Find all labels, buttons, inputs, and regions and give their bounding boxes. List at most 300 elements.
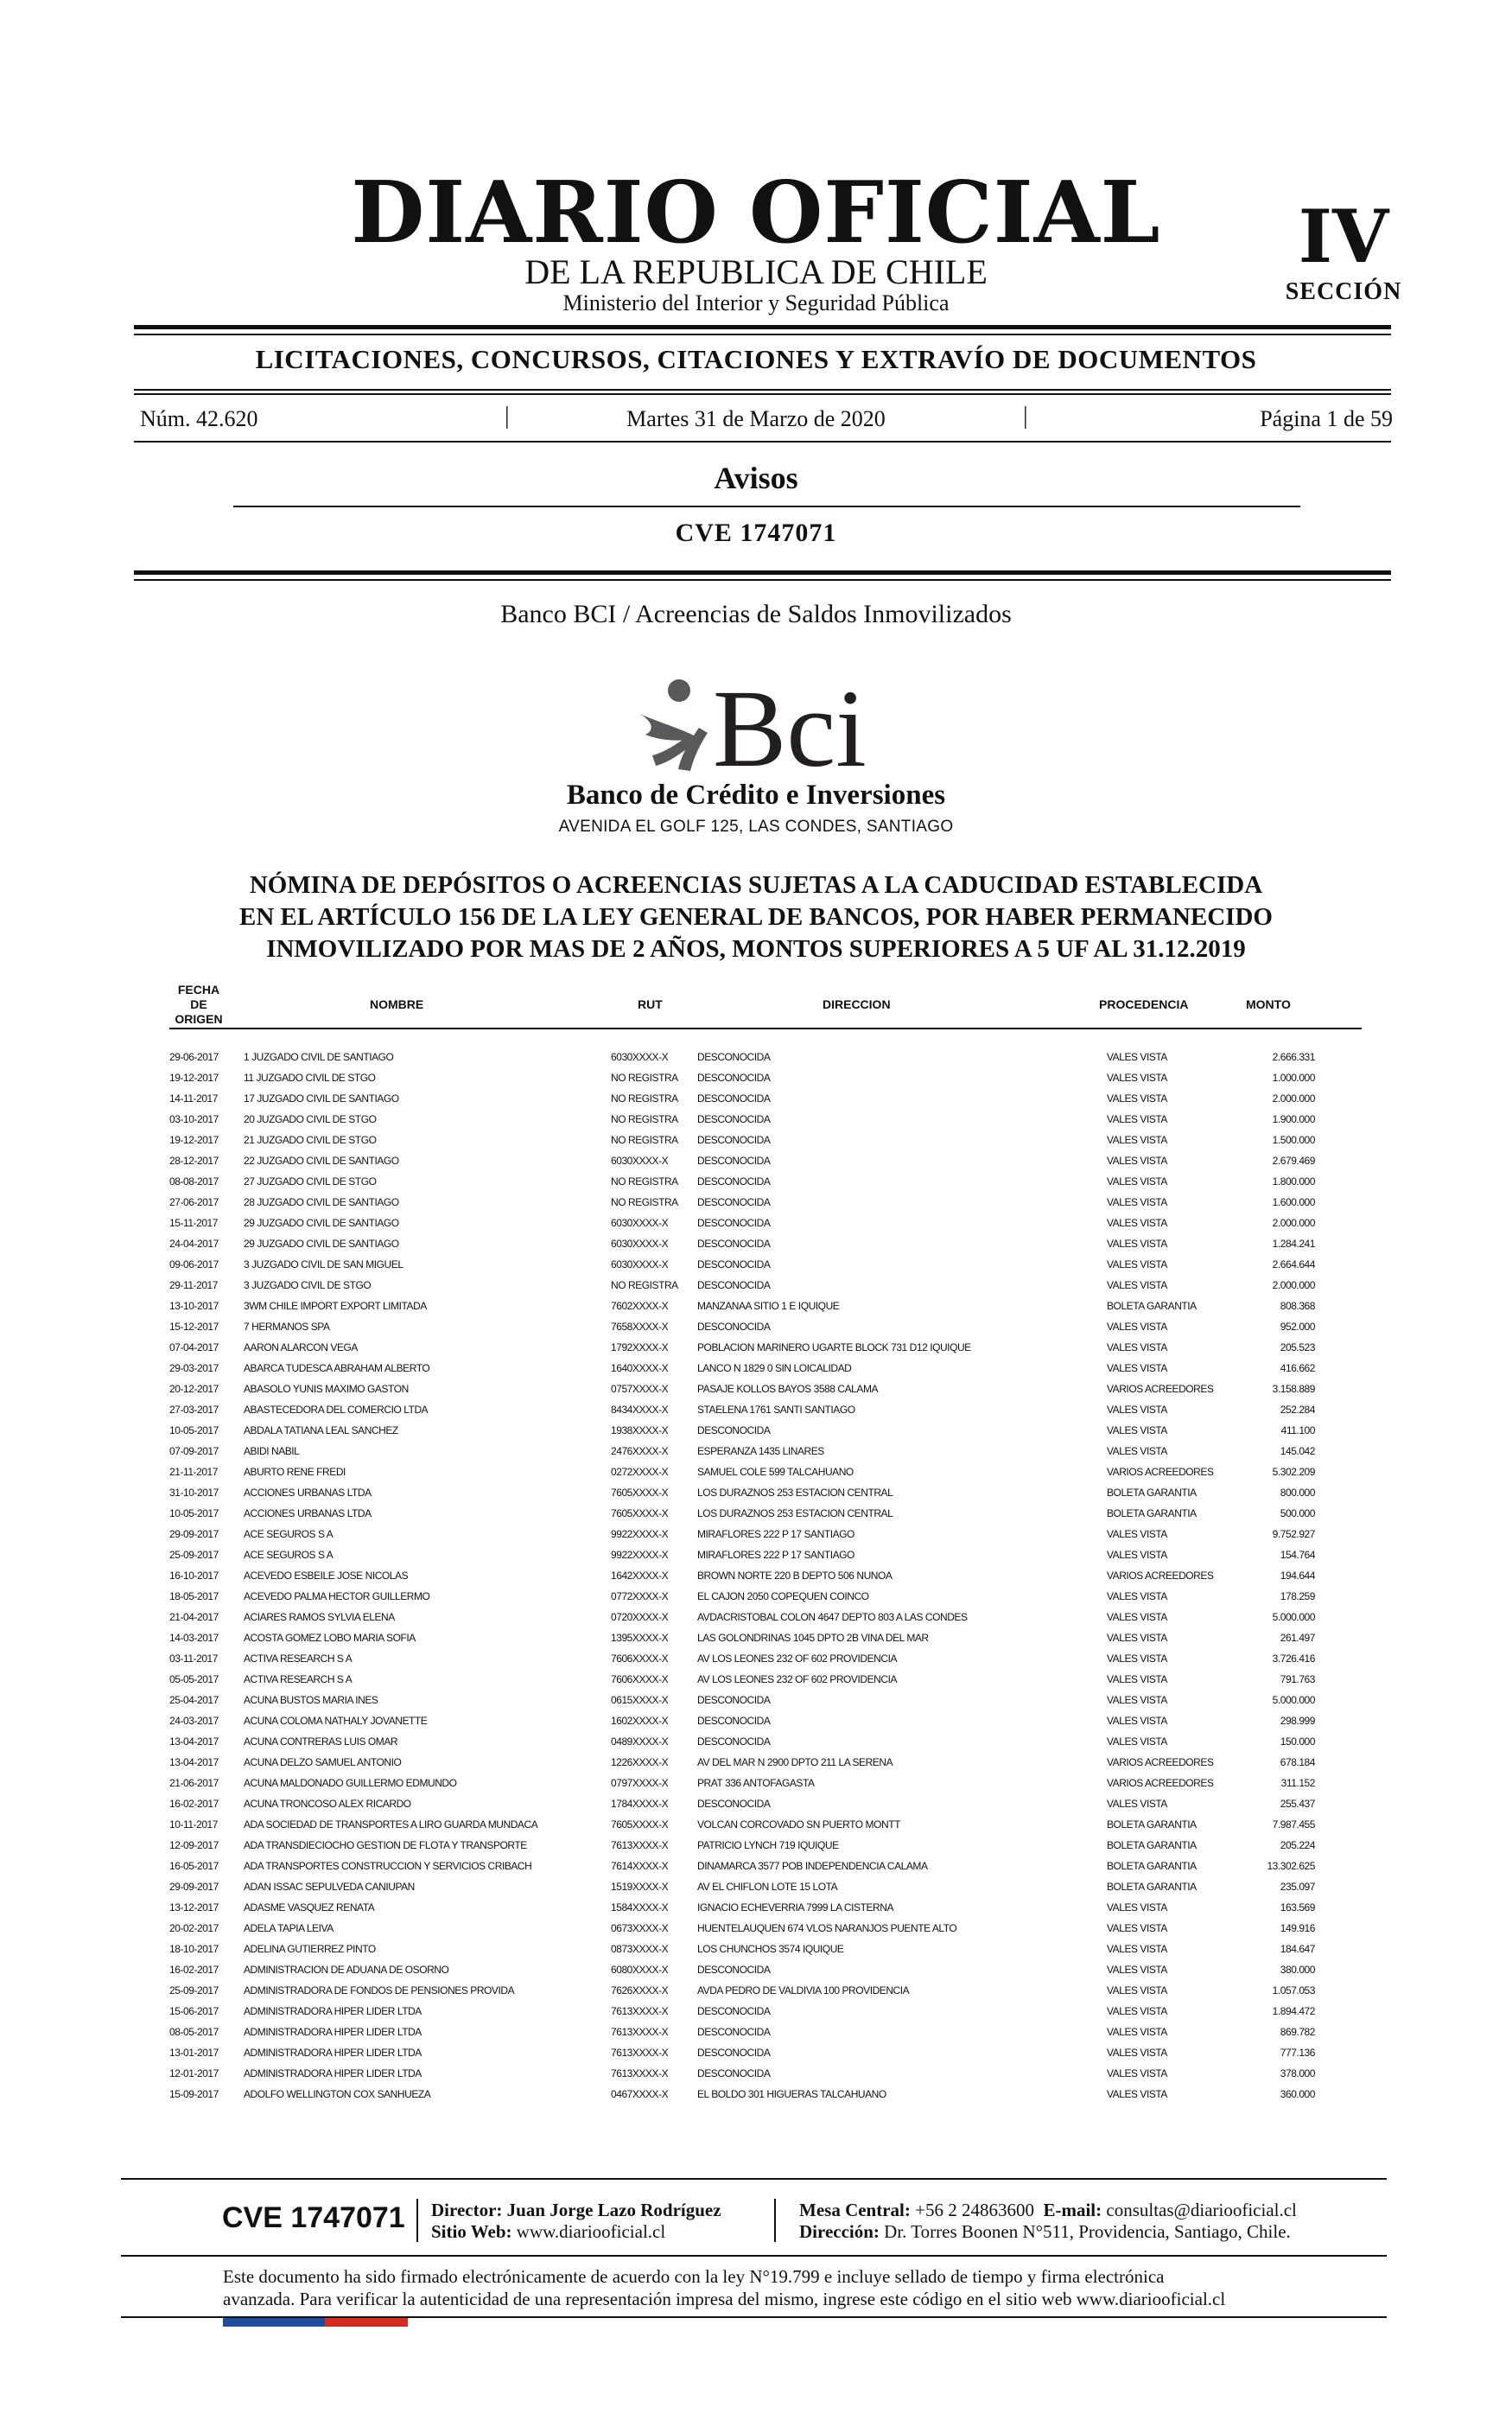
footer-rule-mid [121, 2255, 1387, 2257]
cell-procedencia: VALES VISTA [1107, 2047, 1167, 2059]
cell-fecha: 13-04-2017 [169, 1735, 219, 1748]
cell-nombre: ADAN ISSAC SEPULVEDA CANIUPAN [244, 1881, 415, 1893]
cell-monto: 1.500.000 [1272, 1134, 1315, 1146]
cell-procedencia: VARIOS ACREEDORES [1107, 1570, 1214, 1582]
cell-procedencia: VALES VISTA [1107, 1943, 1167, 1955]
cell-rut: 0772XXXX-X [611, 1590, 669, 1602]
issue-separator: | [505, 403, 510, 430]
cell-direccion: DESCONOCIDA [697, 1238, 771, 1250]
cell-monto: 9.752.927 [1272, 1528, 1315, 1540]
cell-procedencia: BOLETA GARANTIA [1107, 1881, 1197, 1893]
cell-monto: 205.224 [1280, 1839, 1315, 1851]
cell-nombre: 22 JUZGADO CIVIL DE SANTIAGO [244, 1155, 399, 1167]
notice-subject: Banco BCI / Acreencias de Saldos Inmovilizados [500, 600, 1012, 628]
issue-page: Página 1 de 59 [1260, 406, 1393, 431]
cell-direccion: AV LOS LEONES 232 OF 602 PROVIDENCIA [697, 1673, 898, 1685]
cell-direccion: AVDA PEDRO DE VALDIVIA 100 PROVIDENCIA [697, 1984, 910, 1996]
footer-separator [774, 2199, 776, 2242]
cell-fecha: 10-11-2017 [169, 1818, 218, 1831]
heading-line: NÓMINA DE DEPÓSITOS O ACREENCIAS SUJETAS A LA CADUCIDAD ESTABLECIDA [249, 871, 1263, 899]
cell-fecha: 16-05-2017 [169, 1860, 219, 1872]
cell-rut: 1642XXXX-X [611, 1570, 669, 1582]
cell-direccion: DESCONOCIDA [697, 1258, 771, 1270]
address-value: Dr. Torres Boonen N°511, Providencia, Santiago, Chile. [884, 2221, 1291, 2242]
cell-nombre: 3 JUZGADO CIVIL DE SAN MIGUEL [244, 1258, 403, 1270]
cell-direccion: PATRICIO LYNCH 719 IQUIQUE [697, 1839, 839, 1851]
cell-nombre: ADELA TAPIA LEIVA [244, 1922, 334, 1934]
cell-procedencia: VALES VISTA [1107, 1715, 1167, 1727]
email-link[interactable]: consultas@diariooficial.cl [1106, 2200, 1297, 2220]
cell-rut: 6030XXXX-X [611, 1238, 669, 1250]
cell-monto: 808.368 [1280, 1300, 1315, 1312]
masthead-subtitle: DE LA REPUBLICA DE CHILE [524, 252, 988, 291]
cell-fecha: 21-11-2017 [169, 1466, 218, 1478]
cell-monto: 205.523 [1280, 1341, 1315, 1353]
table-header-rule [169, 1028, 1362, 1029]
column-header-monto: MONTO [1246, 997, 1291, 1011]
cell-monto: 2.000.000 [1272, 1279, 1315, 1291]
cell-fecha: 07-09-2017 [169, 1445, 219, 1457]
cell-monto: 5.000.000 [1272, 1694, 1315, 1706]
cell-direccion: EL CAJON 2050 COPEQUEN COINCO [697, 1590, 869, 1602]
cell-monto: 145.042 [1280, 1445, 1315, 1457]
cell-fecha: 08-08-2017 [169, 1175, 219, 1188]
flag-stripe-red [325, 2318, 408, 2327]
cell-nombre: ACUNA TRONCOSO ALEX RICARDO [244, 1798, 411, 1810]
cell-monto: 2.000.000 [1272, 1217, 1315, 1229]
table-row [169, 1192, 1362, 1213]
cell-rut: 1602XXXX-X [611, 1715, 669, 1727]
cell-rut: 7605XXXX-X [611, 1507, 669, 1519]
cell-procedencia: VALES VISTA [1107, 2026, 1167, 2038]
cell-direccion: MANZANAA SITIO 1 E IQUIQUE [697, 1300, 840, 1312]
cell-direccion: DESCONOCIDA [697, 1092, 771, 1105]
cell-direccion: POBLACION MARINERO UGARTE BLOCK 731 D12 IQUIQUE [697, 1341, 971, 1353]
table-row [169, 1441, 1362, 1462]
cell-nombre: ADA TRANSDIECIOCHO GESTION DE FLOTA Y TRANSPORTE [244, 1839, 527, 1851]
cell-fecha: 18-05-2017 [169, 1590, 219, 1602]
cell-rut: 0673XXXX-X [611, 1922, 669, 1934]
cell-direccion: DESCONOCIDA [697, 1134, 771, 1146]
issue-date: Martes 31 de Marzo de 2020 [626, 406, 886, 431]
cell-nombre: ABDALA TATIANA LEAL SANCHEZ [244, 1424, 398, 1436]
cell-rut: 0873XXXX-X [611, 1943, 669, 1955]
cell-rut: 7626XXXX-X [611, 1984, 669, 1996]
cell-nombre: ACUNA DELZO SAMUEL ANTONIO [244, 1756, 402, 1768]
cell-fecha: 29-09-2017 [169, 1881, 219, 1893]
table-row [169, 1544, 1362, 1565]
cell-procedencia: VALES VISTA [1107, 1964, 1167, 1976]
table-row [169, 2063, 1362, 2084]
table-row [169, 1793, 1362, 1814]
table-row [169, 1586, 1362, 1607]
cell-nombre: ADA SOCIEDAD DE TRANSPORTES A LIRO GUARDA MUNDACA [244, 1818, 538, 1831]
cell-monto: 2.000.000 [1272, 1092, 1315, 1105]
cell-direccion: DESCONOCIDA [697, 2005, 771, 2017]
cell-monto: 1.284.241 [1272, 1238, 1315, 1250]
cell-nombre: ADASME VASQUEZ RENATA [244, 1901, 375, 1914]
cell-nombre: ADMINISTRADORA HIPER LIDER LTDA [244, 2067, 422, 2079]
heading-line: EN EL ARTÍCULO 156 DE LA LEY GENERAL DE BANCOS, POR HABER PERMANECIDO [239, 903, 1273, 931]
cell-monto: 1.894.472 [1272, 2005, 1315, 2017]
cell-fecha: 15-12-2017 [169, 1321, 219, 1333]
cell-monto: 252.284 [1280, 1404, 1315, 1416]
cell-rut: 6030XXXX-X [611, 1155, 669, 1167]
cell-direccion: DESCONOCIDA [697, 1424, 771, 1436]
table-row [169, 1150, 1362, 1171]
cell-monto: 298.999 [1280, 1715, 1315, 1727]
table-row [169, 1399, 1362, 1420]
cell-direccion: DESCONOCIDA [697, 1735, 771, 1748]
table-row [169, 2001, 1362, 2022]
cell-rut: 1395XXXX-X [611, 1632, 669, 1644]
bank-name: Banco de Crédito e Inversiones [566, 780, 946, 811]
director-label: Director: [431, 2200, 503, 2220]
cell-nombre: 29 JUZGADO CIVIL DE SANTIAGO [244, 1238, 399, 1250]
listing-heading [0, 869, 1512, 965]
cell-fecha: 18-10-2017 [169, 1943, 219, 1955]
cell-fecha: 25-09-2017 [169, 1984, 219, 1996]
cell-procedencia: VARIOS ACREEDORES [1107, 1383, 1214, 1395]
info-rule [134, 441, 1391, 443]
cell-direccion: LAS GOLONDRINAS 1045 DPTO 2B VINA DEL MAR [697, 1632, 929, 1644]
cell-procedencia: VALES VISTA [1107, 1341, 1167, 1353]
issue-number: Núm. 42.620 [140, 406, 258, 431]
cell-monto: 150.000 [1280, 1735, 1315, 1748]
cell-monto: 800.000 [1280, 1487, 1315, 1499]
cell-monto: 380.000 [1280, 1964, 1315, 1976]
table-row [169, 1233, 1362, 1254]
cell-nombre: 21 JUZGADO CIVIL DE STGO [244, 1134, 377, 1146]
cell-monto: 149.916 [1280, 1922, 1315, 1934]
cell-direccion: PRAT 336 ANTOFAGASTA [697, 1777, 815, 1789]
cell-nombre: 7 HERMANOS SPA [244, 1321, 330, 1333]
cell-rut: 1519XXXX-X [611, 1881, 669, 1893]
cell-procedencia: VALES VISTA [1107, 1217, 1167, 1229]
director-name: Juan Jorge Lazo Rodríguez [506, 2200, 721, 2220]
cell-rut: 1584XXXX-X [611, 1901, 669, 1914]
cell-fecha: 28-12-2017 [169, 1155, 219, 1167]
cell-monto: 178.259 [1280, 1590, 1315, 1602]
cell-nombre: ADMINISTRADORA HIPER LIDER LTDA [244, 2047, 422, 2059]
cell-fecha: 03-10-2017 [169, 1113, 219, 1125]
cell-rut: 7613XXXX-X [611, 2067, 669, 2079]
cell-nombre: 28 JUZGADO CIVIL DE SANTIAGO [244, 1196, 399, 1208]
cell-nombre: 1 JUZGADO CIVIL DE SANTIAGO [244, 1051, 394, 1063]
heading-line: INMOVILIZADO POR MAS DE 2 AÑOS, MONTOS SUPERIORES A 5 UF AL 31.12.2019 [266, 935, 1246, 963]
bci-logo [635, 672, 886, 780]
category-rule-2 [134, 393, 1391, 395]
table-row [169, 1337, 1362, 1358]
cell-nombre: 3WM CHILE IMPORT EXPORT LIMITADA [244, 1300, 427, 1312]
column-header-nombre: NOMBRE [370, 997, 424, 1011]
cell-procedencia: VALES VISTA [1107, 1424, 1167, 1436]
cell-procedencia: VALES VISTA [1107, 1175, 1167, 1188]
cell-procedencia: VALES VISTA [1107, 2088, 1167, 2100]
notice-rule-2 [134, 579, 1391, 581]
cell-fecha: 14-03-2017 [169, 1632, 219, 1644]
table-row [169, 1130, 1362, 1150]
cell-monto: 255.437 [1280, 1798, 1315, 1810]
cell-direccion: EL BOLDO 301 HIGUERAS TALCAHUANO [697, 2088, 886, 2100]
cell-direccion: AV DEL MAR N 2900 DPTO 211 LA SERENA [697, 1756, 893, 1768]
cell-procedencia: VALES VISTA [1107, 1196, 1167, 1208]
cell-fecha: 16-02-2017 [169, 1798, 219, 1810]
cell-nombre: ACUNA CONTRERAS LUIS OMAR [244, 1735, 398, 1748]
cell-monto: 416.662 [1280, 1362, 1315, 1374]
cell-direccion: MIRAFLORES 222 P 17 SANTIAGO [697, 1528, 854, 1540]
cell-nombre: ACUNA MALDONADO GUILLERMO EDMUNDO [244, 1777, 457, 1789]
cell-nombre: ACTIVA RESEARCH S A [244, 1653, 353, 1665]
cell-nombre: ACCIONES URBANAS LTDA [244, 1507, 372, 1519]
cell-direccion: DESCONOCIDA [697, 1964, 771, 1976]
cell-procedencia: VALES VISTA [1107, 1072, 1167, 1084]
cell-fecha: 15-11-2017 [169, 1217, 218, 1229]
masthead-rule-1 [134, 325, 1391, 329]
cell-nombre: ABURTO RENE FREDI [244, 1466, 346, 1478]
cell-rut: NO REGISTRA [611, 1134, 678, 1146]
cell-monto: 3.726.416 [1272, 1653, 1315, 1665]
cell-direccion: AV LOS LEONES 232 OF 602 PROVIDENCIA [697, 1653, 898, 1665]
cell-direccion: BROWN NORTE 220 B DEPTO 506 NUNOA [697, 1570, 893, 1582]
cell-direccion: PASAJE KOLLOS BAYOS 3588 CALAMA [697, 1383, 879, 1395]
cell-fecha: 13-12-2017 [169, 1901, 219, 1914]
cell-rut: 9922XXXX-X [611, 1549, 669, 1561]
cell-monto: 500.000 [1280, 1507, 1315, 1519]
table-row [169, 1296, 1362, 1316]
cell-fecha: 19-12-2017 [169, 1134, 219, 1146]
table-row [169, 1503, 1362, 1524]
cell-direccion: DESCONOCIDA [697, 1321, 771, 1333]
cell-nombre: 20 JUZGADO CIVIL DE STGO [244, 1113, 377, 1125]
issue-separator: | [1023, 403, 1028, 430]
table-row [169, 1171, 1362, 1192]
cell-direccion: LOS DURAZNOS 253 ESTACION CENTRAL [697, 1507, 893, 1519]
cell-direccion: DESCONOCIDA [697, 1072, 771, 1084]
table-row [169, 1835, 1362, 1856]
table-row [169, 1773, 1362, 1793]
cell-rut: 2476XXXX-X [611, 1445, 669, 1457]
cell-monto: 2.666.331 [1272, 1051, 1315, 1063]
cell-procedencia: VALES VISTA [1107, 1279, 1167, 1291]
cell-monto: 678.184 [1280, 1756, 1315, 1768]
masthead-title: DIARIO OFICIAL [351, 163, 1161, 263]
cell-nombre: ACEVEDO ESBEILE JOSE NICOLAS [244, 1570, 409, 1582]
mesa-label: Mesa Central: [799, 2200, 911, 2220]
cell-nombre: ACE SEGUROS S A [244, 1549, 334, 1561]
cell-procedencia: VALES VISTA [1107, 1238, 1167, 1250]
category-rule-1 [134, 389, 1391, 391]
cell-direccion: AV EL CHIFLON LOTE 15 LOTA [697, 1881, 838, 1893]
cell-fecha: 24-04-2017 [169, 1238, 219, 1250]
footer-signature-note: Este documento ha sido firmado electrónicamente de acuerdo con la ley N°19.799 e incluye sellado de tiempo y firma electrónica avanzada. Para verificar la autenticidad de una representación impresa del mismo, ingrese este código en el sitio web www.diariooficial.cl [223, 2266, 1226, 2309]
table-row [169, 1648, 1362, 1669]
cell-procedencia: VALES VISTA [1107, 1321, 1167, 1333]
cell-fecha: 12-01-2017 [169, 2067, 219, 2079]
cell-nombre: ACCIONES URBANAS LTDA [244, 1487, 372, 1499]
cell-procedencia: VALES VISTA [1107, 1134, 1167, 1146]
cell-nombre: 3 JUZGADO CIVIL DE STGO [244, 1279, 372, 1291]
cell-nombre: ABARCA TUDESCA ABRAHAM ALBERTO [244, 1362, 430, 1374]
table-row [169, 1690, 1362, 1710]
mesa-phone: +56 2 24863600 [915, 2200, 1034, 2220]
cell-rut: 1938XXXX-X [611, 1424, 669, 1436]
cell-rut: 0797XXXX-X [611, 1777, 669, 1789]
cell-nombre: ACOSTA GOMEZ LOBO MARIA SOFIA [244, 1632, 416, 1644]
cell-direccion: LANCO N 1829 0 SIN LOICALIDAD [697, 1362, 852, 1374]
section-number: IV [1298, 194, 1389, 279]
cell-rut: NO REGISTRA [611, 1279, 678, 1291]
bci-figure-icon [640, 679, 708, 771]
cell-rut: 7605XXXX-X [611, 1487, 669, 1499]
cell-rut: 7606XXXX-X [611, 1673, 669, 1685]
cell-rut: 0467XXXX-X [611, 2088, 669, 2100]
cell-nombre: ADELINA GUTIERREZ PINTO [244, 1943, 376, 1955]
cell-procedencia: VARIOS ACREEDORES [1107, 1777, 1214, 1789]
table-row [169, 1959, 1362, 1980]
notice-cve: CVE 1747071 [675, 519, 837, 547]
cell-fecha: 25-09-2017 [169, 1549, 219, 1561]
table-row [169, 1254, 1362, 1275]
cell-rut: 1640XXXX-X [611, 1362, 669, 1374]
cell-monto: 791.763 [1280, 1673, 1315, 1685]
cell-fecha: 15-09-2017 [169, 2088, 219, 2100]
cell-direccion: DINAMARCA 3577 POB INDEPENDENCIA CALAMA [697, 1860, 928, 1872]
cell-fecha: 20-02-2017 [169, 1922, 219, 1934]
cell-procedencia: VALES VISTA [1107, 1590, 1167, 1602]
cell-rut: 1226XXXX-X [611, 1756, 669, 1768]
cell-monto: 261.497 [1280, 1632, 1315, 1644]
cell-nombre: ACIARES RAMOS SYLVIA ELENA [244, 1611, 395, 1623]
cell-direccion: IGNACIO ECHEVERRIA 7999 LA CISTERNA [697, 1901, 893, 1914]
cell-rut: 1784XXXX-X [611, 1798, 669, 1810]
cell-monto: 235.097 [1280, 1881, 1315, 1893]
cell-fecha: 31-10-2017 [169, 1487, 219, 1499]
cell-fecha: 03-11-2017 [169, 1653, 218, 1665]
section-label: SECCIÓN [1285, 278, 1402, 305]
cell-fecha: 05-05-2017 [169, 1673, 219, 1685]
cell-nombre: ACTIVA RESEARCH S A [244, 1673, 353, 1685]
cell-rut: 0272XXXX-X [611, 1466, 669, 1478]
cell-direccion: DESCONOCIDA [697, 1798, 771, 1810]
cell-direccion: DESCONOCIDA [697, 1715, 771, 1727]
table-row [169, 1897, 1362, 1918]
cell-nombre: ACUNA BUSTOS MARIA INES [244, 1694, 378, 1706]
flag-stripe-blue [223, 2318, 325, 2327]
cell-rut: 0489XXXX-X [611, 1735, 669, 1748]
table-row [169, 2022, 1362, 2042]
cell-fecha: 29-03-2017 [169, 1362, 219, 1374]
cell-direccion: DESCONOCIDA [697, 2067, 771, 2079]
cell-fecha: 27-03-2017 [169, 1404, 219, 1416]
cell-fecha: 20-12-2017 [169, 1383, 219, 1395]
table-row [169, 1275, 1362, 1296]
cell-procedencia: VALES VISTA [1107, 1528, 1167, 1540]
web-link[interactable]: www.diariooficial.cl [516, 2221, 666, 2242]
cell-procedencia: VALES VISTA [1107, 1051, 1167, 1063]
cell-rut: NO REGISTRA [611, 1072, 678, 1084]
cell-fecha: 15-06-2017 [169, 2005, 219, 2017]
cell-fecha: 09-06-2017 [169, 1258, 219, 1270]
cell-monto: 2.679.469 [1272, 1155, 1315, 1167]
cell-direccion: DESCONOCIDA [697, 2026, 771, 2038]
web-label: Sitio Web: [431, 2221, 512, 2242]
cell-procedencia: VALES VISTA [1107, 1632, 1167, 1644]
cell-rut: 6080XXXX-X [611, 1964, 669, 1976]
cell-rut: NO REGISTRA [611, 1113, 678, 1125]
table-row [169, 1088, 1362, 1109]
cell-direccion: DESCONOCIDA [697, 1051, 771, 1063]
category-title: LICITACIONES, CONCURSOS, CITACIONES Y EXTRAVÍO DE DOCUMENTOS [255, 344, 1257, 374]
cell-monto: 411.100 [1280, 1424, 1315, 1436]
cell-direccion: LOS CHUNCHOS 3574 IQUIQUE [697, 1943, 844, 1955]
cell-direccion: MIRAFLORES 222 P 17 SANTIAGO [697, 1549, 854, 1561]
cell-fecha: 16-02-2017 [169, 1964, 219, 1976]
cell-rut: NO REGISTRA [611, 1092, 678, 1105]
table-row [169, 1067, 1362, 1088]
table-row [169, 1607, 1362, 1627]
cell-fecha: 08-05-2017 [169, 2026, 219, 2038]
footer-separator [416, 2199, 418, 2242]
avisos-rule [233, 506, 1300, 507]
cell-rut: 7613XXXX-X [611, 2026, 669, 2038]
cell-rut: NO REGISTRA [611, 1175, 678, 1188]
cell-fecha: 29-11-2017 [169, 1279, 218, 1291]
cell-procedencia: VALES VISTA [1107, 1549, 1167, 1561]
cell-monto: 1.900.000 [1272, 1113, 1315, 1125]
cell-fecha: 13-04-2017 [169, 1756, 219, 1768]
cell-fecha: 27-06-2017 [169, 1196, 219, 1208]
cell-fecha: 25-04-2017 [169, 1694, 219, 1706]
table-row [169, 1918, 1362, 1939]
table-row [169, 1047, 1362, 1067]
cell-fecha: 10-05-2017 [169, 1507, 219, 1519]
cell-monto: 1.000.000 [1272, 1072, 1315, 1084]
cell-procedencia: VALES VISTA [1107, 1653, 1167, 1665]
cell-monto: 5.000.000 [1272, 1611, 1315, 1623]
cell-nombre: ACEVEDO PALMA HECTOR GUILLERMO [244, 1590, 430, 1602]
cell-procedencia: BOLETA GARANTIA [1107, 1860, 1197, 1872]
cell-direccion: DESCONOCIDA [697, 2047, 771, 2059]
cell-monto: 194.644 [1280, 1570, 1315, 1582]
cell-procedencia: VALES VISTA [1107, 1984, 1167, 1996]
cell-fecha: 19-12-2017 [169, 1072, 219, 1084]
table-row [169, 1358, 1362, 1379]
table-row [169, 1109, 1362, 1130]
cell-nombre: ABASOLO YUNIS MAXIMO GASTON [244, 1383, 409, 1395]
cell-fecha: 16-10-2017 [169, 1570, 219, 1582]
cell-procedencia: VALES VISTA [1107, 2005, 1167, 2017]
cell-procedencia: VALES VISTA [1107, 1404, 1167, 1416]
cell-rut: 1792XXXX-X [611, 1341, 669, 1353]
table-row [169, 1669, 1362, 1690]
cell-fecha: 21-06-2017 [169, 1777, 219, 1789]
notice-rule-1 [134, 570, 1391, 575]
cell-rut: 7658XXXX-X [611, 1321, 669, 1333]
cell-rut: 6030XXXX-X [611, 1258, 669, 1270]
table-row [169, 1627, 1362, 1648]
cell-fecha: 12-09-2017 [169, 1839, 219, 1851]
cell-nombre: ADMINISTRADORA HIPER LIDER LTDA [244, 2005, 422, 2017]
cell-monto: 1.057.053 [1272, 1984, 1315, 1996]
table-row [169, 1316, 1362, 1337]
masthead-ministry: Ministerio del Interior y Seguridad Pública [562, 290, 950, 315]
cell-direccion: DESCONOCIDA [697, 1217, 771, 1229]
cell-nombre: 11 JUZGADO CIVIL DE STGO [244, 1072, 376, 1084]
cell-rut: 7613XXXX-X [611, 2005, 669, 2017]
cell-fecha: 13-01-2017 [169, 2047, 219, 2059]
cell-direccion: SAMUEL COLE 599 TALCAHUANO [697, 1466, 854, 1478]
